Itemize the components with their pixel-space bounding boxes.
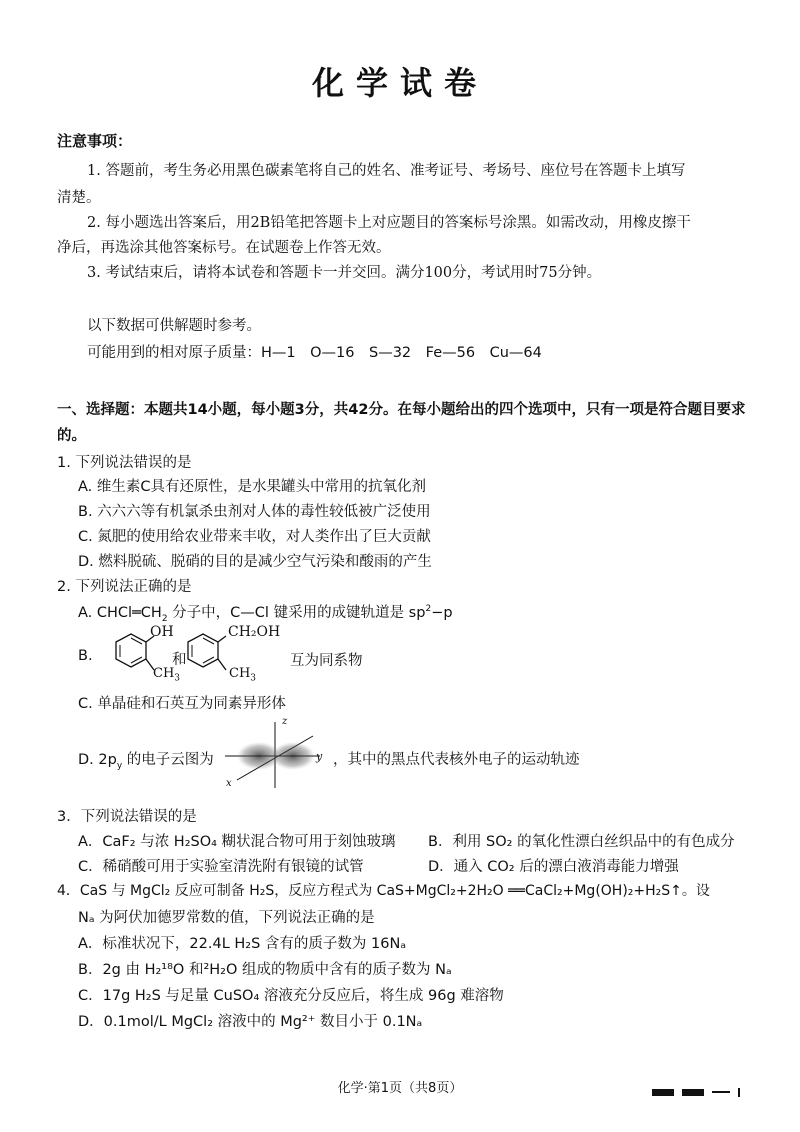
- q3-option-b: B．利用 SO₂ 的氧化性漂白丝织品中的有色成分: [428, 834, 735, 850]
- page-title: 化学试卷: [311, 64, 488, 102]
- q2-option-d-end: ，其中的黑点代表核外电子的运动轨迹: [333, 752, 580, 768]
- q3-option-d: D．通入 CO₂ 后的漂白液消毒能力增强: [428, 859, 679, 875]
- q4-stem-line-2: Nₐ 为阿伏加德罗常数的值，下列说法正确的是: [78, 910, 375, 926]
- page-footer: 化学·第1页（共8页）: [337, 1081, 463, 1096]
- q2-option-b-text: 互为同系物: [290, 653, 363, 669]
- q2-b-ch3-label-2: $CH_3$: [229, 666, 257, 684]
- q2-option-c: C. 单晶硅和石英互为同素异形体: [78, 696, 286, 712]
- q2-option-a: A. $CHCl═CH_2$ 分子中，C—Cl 键采用的成键轨道是 $sp^2-p$: [78, 604, 453, 624]
- notice-item-1-line-2: 清楚。: [57, 190, 101, 206]
- q4-option-d: D．0.1mol/L MgCl₂ 溶液中的 Mg²⁺ 数目小于 0.1Nₐ: [78, 1014, 423, 1030]
- q2-b-and: 和: [172, 652, 187, 668]
- q3-stem: 3．下列说法错误的是: [57, 809, 197, 825]
- notice-item-2-line-2: 净后，再选涂其他答案标号。在试题卷上作答无效。: [57, 240, 391, 256]
- q4-stem-line-1: 4．CaS 与 MgCl₂ 反应可制备 H₂S，反应方程式为 CaS+MgCl₂+2H₂O ══CaCl₂+Mg(OH)₂+H₂S↑。设: [57, 883, 710, 899]
- q1-option-b: B. 六六六等有机氯杀虫剂对人体的毒性较低被广泛使用: [78, 504, 431, 520]
- q4-option-a: A．标准状况下，22.4L H₂S 含有的质子数为 16Nₐ: [78, 936, 407, 952]
- q2-b-oh-label: OH: [150, 624, 174, 640]
- notice-item-3: 3. 考试结束后，请将本试卷和答题卡一并交回。满分100分，考试用时75分钟。: [87, 265, 602, 281]
- q2-stem: 2. 下列说法正确的是: [57, 579, 192, 595]
- q1-option-a: A. 维生素C具有还原性，是水果罐头中常用的抗氧化剂: [78, 479, 427, 495]
- notice-heading: 注意事项：: [57, 132, 133, 150]
- page-corner-marks: [652, 1082, 748, 1100]
- axis-z-label: z: [282, 716, 288, 727]
- q2-b-ch3-label-1: $CH_3$: [153, 666, 181, 684]
- q3-option-c: C．稀硝酸可用于实验室清洗附有银镜的试管: [78, 859, 364, 875]
- q4-option-b: B．2g 由 H₂¹⁸O 和²H₂O 组成的物质中含有的质子数为 Nₐ: [78, 962, 452, 978]
- notice-item-2-line-1: 2. 每小题选出答案后，用2B铅笔把答题卡上对应题目的答案标号涂黑。如需改动，用橡皮擦干: [87, 215, 691, 231]
- q1-option-d: D. 燃料脱硫、脱硝的目的是减少空气污染和酸雨的产生: [78, 554, 432, 570]
- reference-atomic-masses: 可能用到的相对原子质量：H—1 O—16 S—32 Fe—56 Cu—64: [87, 345, 542, 361]
- axis-y-label: y: [316, 750, 323, 763]
- section-1-heading: 一、选择题：本题共14小题，每小题3分，共42分。在每小题给出的四个选项中，只有一项是符合题目要求的。: [57, 402, 746, 444]
- q2-option-d-pre: D. $2p_y$ 的电子云图为: [78, 752, 214, 771]
- q4-option-c: C．17g H₂S 与足量 CuSO₄ 溶液充分反应后，将生成 96g 难溶物: [78, 988, 504, 1004]
- q1-stem: 1. 下列说法错误的是: [57, 455, 192, 471]
- q2-b-ch2oh-label: CH₂OH: [228, 624, 281, 640]
- q1-option-c: C. 氮肥的使用给农业带来丰收，对人类作出了巨大贡献: [78, 529, 431, 545]
- axis-x-label: x: [226, 778, 232, 789]
- q2-option-b-label: B.: [78, 648, 93, 664]
- notice-item-1-line-1: 1. 答题前，考生务必用黑色碳素笔将自己的姓名、准考证号、考场号、座位号在答题卡上填写: [87, 163, 686, 179]
- q3-option-a: A．CaF₂ 与浓 H₂SO₄ 糊状混合物可用于刻蚀玻璃: [78, 834, 396, 850]
- reference-line-1: 以下数据可供解题时参考。: [87, 318, 261, 334]
